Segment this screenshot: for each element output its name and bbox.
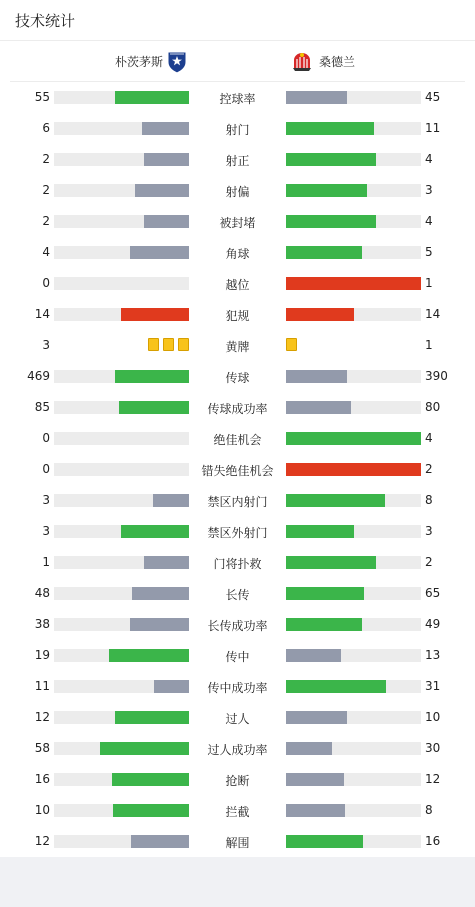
away-stat-value: 49 [425,617,441,631]
away-stat-value: 4 [425,431,433,445]
away-stat-value: 8 [425,803,433,817]
stat-row [0,609,475,640]
away-stat-bar-track [286,432,421,445]
away-stat-bar [286,308,354,321]
away-stat-bar-track [286,463,421,476]
away-stat-bar-track [286,649,421,662]
stat-label: 传球成功率 [207,402,268,416]
stat-label: 传球 [225,371,250,385]
home-stat-value: 469 [27,369,50,383]
away-stat-bar [286,742,332,755]
home-stat-bar-track [54,153,189,166]
home-stat-bar-track [54,711,189,724]
away-yellow-cards [286,338,297,351]
home-stat-bar [153,494,189,507]
home-stat-bar-track [54,308,189,321]
home-stat-bar [144,215,189,228]
stat-label: 绝佳机会 [213,433,262,447]
away-stat-value: 13 [425,648,441,662]
stat-label: 长传 [225,588,250,602]
away-stat-bar [286,649,341,662]
home-stat-value: 0 [42,462,50,476]
home-stat-bar [121,308,189,321]
stat-label: 抢断 [225,774,250,788]
away-stat-value: 14 [425,307,441,321]
stat-label: 射偏 [225,185,250,199]
away-stat-bar [286,215,376,228]
stat-label: 越位 [225,278,250,292]
away-stat-bar-track [286,773,421,786]
stat-row [0,547,475,578]
away-stat-value: 5 [425,245,433,259]
away-stat-bar-track [286,370,421,383]
home-stat-bar-track [54,649,189,662]
away-stat-bar-track [286,277,421,290]
stat-label: 过人成功率 [207,743,268,757]
away-stat-value: 2 [425,555,433,569]
stat-label: 射正 [225,154,250,168]
home-stat-value: 0 [42,431,50,445]
away-stat-bar-track [286,184,421,197]
home-stat-bar-track [54,742,189,755]
home-stat-value: 1 [42,555,50,569]
away-stat-value: 8 [425,493,433,507]
away-stat-bar [286,277,421,290]
stat-label: 传中成功率 [207,681,268,695]
away-stat-value: 80 [425,400,441,414]
stat-label: 错失绝佳机会 [201,464,274,478]
stat-row [0,485,475,516]
home-stat-bar [115,711,189,724]
stat-row [0,113,475,144]
home-stat-bar-track [54,215,189,228]
away-stat-bar [286,401,351,414]
home-stat-bar-track [54,773,189,786]
home-stat-value: 55 [34,90,50,104]
stat-label: 过人 [225,712,250,726]
away-stat-bar-track [286,122,421,135]
away-stat-bar-track [286,246,421,259]
away-stat-bar-track [286,401,421,414]
home-stat-bar [131,835,189,848]
home-stat-value: 3 [42,338,50,352]
stat-row [0,361,475,392]
away-stat-value: 65 [425,586,441,600]
away-stat-value: 12 [425,772,441,786]
home-stat-bar [119,401,189,414]
home-stat-bar [144,556,189,569]
section-title: 技术统计 [15,12,76,30]
teams-header [10,41,465,82]
stat-row [0,330,475,361]
stat-row [0,454,475,485]
home-stat-bar-track [54,587,189,600]
away-stat-bar [286,525,354,538]
stat-label: 拦截 [225,805,250,819]
away-stat-value: 3 [425,524,433,538]
away-stat-bar-track [286,91,421,104]
section-header [0,0,475,41]
home-team-crest-icon [166,50,188,74]
home-stat-value: 58 [34,741,50,755]
away-stat-value: 2 [425,462,433,476]
home-stat-bar-track [54,525,189,538]
home-stat-value: 6 [42,121,50,135]
away-team-crest-icon [291,50,313,74]
home-stat-bar [142,122,189,135]
home-stat-bar-track [54,277,189,290]
away-stat-bar-track [286,680,421,693]
away-stat-bar [286,153,376,166]
stat-row [0,268,475,299]
home-stat-value: 3 [42,493,50,507]
away-stat-bar [286,463,421,476]
home-stat-value: 0 [42,276,50,290]
home-stat-bar [135,184,189,197]
away-stat-bar [286,370,347,383]
home-stat-bar [132,587,189,600]
away-stat-bar-track [286,556,421,569]
away-stat-bar [286,246,362,259]
stat-row [0,764,475,795]
away-stat-bar [286,556,376,569]
home-stat-bar [144,153,189,166]
stat-row [0,733,475,764]
stat-row [0,237,475,268]
stat-row [0,82,475,113]
home-stat-value: 4 [42,245,50,259]
home-stat-value: 19 [34,648,50,662]
away-stat-bar [286,711,347,724]
home-yellow-cards [148,338,189,351]
stat-row [0,144,475,175]
away-stat-bar [286,804,345,817]
home-team-name: 朴茨茅斯 [114,55,163,69]
stat-label: 角球 [225,247,250,261]
home-stat-value: 85 [34,400,50,414]
home-stat-bar-track [54,494,189,507]
stat-label: 禁区外射门 [207,526,268,540]
away-stat-bar-track [286,742,421,755]
home-stat-value: 2 [42,183,50,197]
home-stat-bar-track [54,432,189,445]
stat-label: 传中 [225,650,250,664]
away-stat-bar-track [286,153,421,166]
home-stat-bar-track [54,184,189,197]
home-stat-bar [130,246,189,259]
stat-label: 黄牌 [225,340,250,354]
stat-row [0,392,475,423]
home-stat-value: 16 [34,772,50,786]
away-stat-bar [286,432,421,445]
home-stat-bar [113,804,189,817]
away-stat-value: 45 [425,90,441,104]
stat-label: 射门 [225,123,250,137]
away-stat-bar [286,773,344,786]
away-stat-bar [286,835,363,848]
stat-row [0,206,475,237]
stat-row [0,516,475,547]
stat-row [0,299,475,330]
away-stat-bar [286,184,367,197]
home-stat-value: 48 [34,586,50,600]
yellow-card-icon [148,338,159,351]
home-stat-value: 10 [34,803,50,817]
home-stat-bar [121,525,189,538]
home-stat-bar [109,649,189,662]
home-stat-value: 12 [34,834,50,848]
home-stat-value: 2 [42,152,50,166]
stat-row [0,640,475,671]
away-stat-value: 30 [425,741,441,755]
stat-label: 禁区内射门 [207,495,268,509]
away-stat-bar-track [286,215,421,228]
away-stat-value: 390 [425,369,448,383]
away-stat-value: 3 [425,183,433,197]
stat-label: 解围 [225,836,250,850]
home-stat-bar [100,742,189,755]
home-stat-bar-track [54,246,189,259]
home-stat-bar-track [54,680,189,693]
away-stat-bar-track [286,494,421,507]
stat-row [0,423,475,454]
away-stat-bar-track [286,618,421,631]
away-stat-value: 16 [425,834,441,848]
stat-row [0,671,475,702]
away-stat-bar-track [286,711,421,724]
away-stat-value: 11 [425,121,441,135]
home-stat-bar-track [54,618,189,631]
home-stat-bar [112,773,189,786]
away-stat-bar-track [286,525,421,538]
home-stat-value: 2 [42,214,50,228]
away-stat-bar [286,122,374,135]
away-stat-bar-track [286,835,421,848]
stats-list [0,82,475,857]
stat-label: 门将扑救 [213,557,262,571]
home-stat-bar-track [54,122,189,135]
home-stat-bar-track [54,463,189,476]
home-stat-value: 12 [34,710,50,724]
away-stat-value: 1 [425,276,433,290]
home-stat-value: 38 [34,617,50,631]
stat-row [0,795,475,826]
stat-row [0,826,475,857]
away-stat-bar [286,587,364,600]
stat-label: 被封堵 [219,216,256,230]
stat-label: 犯规 [225,309,250,323]
away-stat-value: 4 [425,152,433,166]
home-stat-value: 14 [34,307,50,321]
home-stat-bar-track [54,804,189,817]
stat-row [0,578,475,609]
home-stat-bar [154,680,189,693]
away-stat-bar [286,680,386,693]
home-stat-bar-track [54,401,189,414]
home-stat-bar-track [54,91,189,104]
away-team-name: 桑德兰 [319,55,356,69]
home-stat-bar-track [54,835,189,848]
stat-row [0,175,475,206]
away-stat-bar [286,494,385,507]
home-stat-bar [130,618,189,631]
away-stat-bar-track [286,308,421,321]
away-stat-bar-track [286,587,421,600]
yellow-card-icon [163,338,174,351]
away-stat-value: 31 [425,679,441,693]
away-stat-bar [286,618,362,631]
away-stat-value: 4 [425,214,433,228]
home-stat-bar-track [54,370,189,383]
home-stat-bar [115,370,189,383]
away-stat-bar [286,91,347,104]
yellow-card-icon [286,338,297,351]
home-stat-value: 11 [34,679,50,693]
home-stat-value: 3 [42,524,50,538]
home-stat-bar [115,91,189,104]
away-stat-value: 1 [425,338,433,352]
stat-row [0,702,475,733]
away-stat-value: 10 [425,710,441,724]
away-stat-bar-track [286,804,421,817]
home-stat-bar-track [54,556,189,569]
stat-label: 控球率 [219,92,256,106]
stat-label: 长传成功率 [207,619,268,633]
yellow-card-icon [178,338,189,351]
